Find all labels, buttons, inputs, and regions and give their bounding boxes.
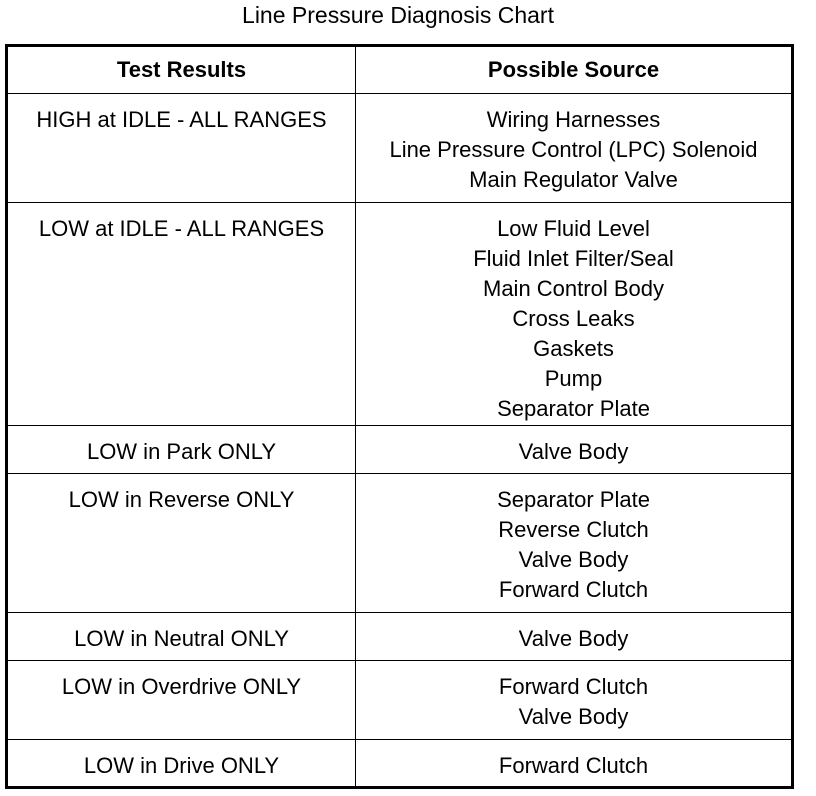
test-result-cell (7, 661, 356, 739)
possible-source-cell (356, 425, 793, 473)
possible-source-item: Valve Body (518, 438, 629, 464)
table-row (7, 425, 793, 473)
possible-source-item: Low Fluid Level (497, 215, 650, 241)
test-result-cell (7, 739, 356, 787)
table-row (7, 739, 793, 787)
test-result-cell (7, 425, 356, 473)
possible-source-item: Forward Clutch (498, 674, 649, 700)
test-result-text: LOW in Drive ONLY (83, 752, 280, 778)
possible-source-item: Separator Plate (497, 395, 650, 421)
possible-source-item: Pump (544, 365, 603, 391)
possible-source-cell (356, 94, 793, 203)
chart-title: Line Pressure Diagnosis Chart (242, 2, 554, 28)
possible-source-item: Forward Clutch (498, 577, 649, 603)
possible-source-item: Separator Plate (497, 487, 650, 513)
line-pressure-diagnosis-table (5, 44, 794, 789)
possible-source-item: Reverse Clutch (498, 517, 649, 543)
possible-source-item: Valve Body (518, 547, 629, 573)
possible-source-item: Valve Body (518, 625, 629, 651)
table-row (7, 94, 793, 203)
possible-source-item: Wiring Harnesses (486, 107, 661, 132)
table-row (7, 661, 793, 739)
possible-source-cell (356, 739, 793, 787)
possible-source-item: Fluid Inlet Filter/Seal (473, 245, 674, 271)
table-row (7, 612, 793, 660)
possible-source-item: Main Control Body (483, 275, 664, 301)
possible-source-cell (356, 202, 793, 425)
test-result-text: LOW in Neutral ONLY (74, 625, 289, 651)
column-header-test-results: Test Results (7, 46, 356, 94)
test-result-cell (7, 474, 356, 613)
table-row (7, 474, 793, 613)
test-result-cell (7, 612, 356, 660)
test-result-text: LOW in Park ONLY (86, 438, 277, 464)
possible-source-item: Cross Leaks (512, 305, 635, 331)
test-result-text: LOW in Reverse ONLY (68, 487, 295, 513)
possible-source-item: Forward Clutch (498, 752, 649, 778)
possible-source-item: Line Pressure Control (LPC) Solenoid (389, 137, 758, 162)
test-result-text: HIGH at IDLE - ALL RANGES (36, 107, 327, 132)
table-body (7, 94, 793, 788)
possible-source-cell (356, 661, 793, 739)
possible-source-item: Gaskets (533, 335, 614, 361)
test-result-cell (7, 94, 356, 203)
test-result-text: LOW at IDLE - ALL RANGES (38, 215, 325, 241)
possible-source-item: Valve Body (518, 704, 629, 730)
possible-source-item: Main Regulator Valve (469, 167, 678, 192)
test-result-text: LOW in Overdrive ONLY (61, 674, 302, 700)
possible-source-cell (356, 612, 793, 660)
possible-source-cell (356, 474, 793, 613)
column-header-possible-source: Possible Source (356, 46, 793, 94)
table-row (7, 202, 793, 425)
test-result-cell (7, 202, 356, 425)
header-row (7, 46, 793, 94)
